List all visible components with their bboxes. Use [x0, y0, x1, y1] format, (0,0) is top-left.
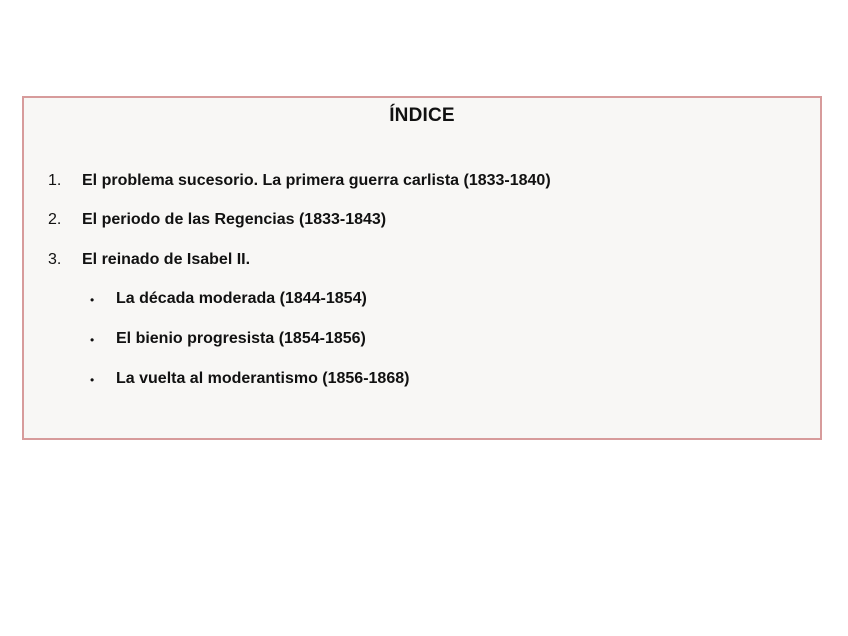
item-number: 3. — [48, 251, 62, 268]
bullet-icon: • — [90, 293, 95, 307]
index-item: El reinado de Isabel II. — [82, 251, 251, 268]
index-item: El periodo de las Regencias (1833-1843) — [82, 211, 387, 228]
index-item: El problema sucesorio. La primera guerra carlista (1833-1840) — [82, 172, 551, 189]
sub-item: La vuelta al moderantismo (1856-1868) — [116, 370, 410, 387]
item-number: 1. — [48, 172, 62, 189]
bullet-icon: • — [90, 373, 95, 387]
item-number: 2. — [48, 211, 62, 228]
sub-item: La década moderada (1844-1854) — [116, 290, 367, 307]
index-title: ÍNDICE — [389, 105, 455, 126]
bullet-icon: • — [90, 333, 95, 347]
index-box — [22, 96, 822, 440]
sub-item: El bienio progresista (1854-1856) — [116, 330, 366, 347]
